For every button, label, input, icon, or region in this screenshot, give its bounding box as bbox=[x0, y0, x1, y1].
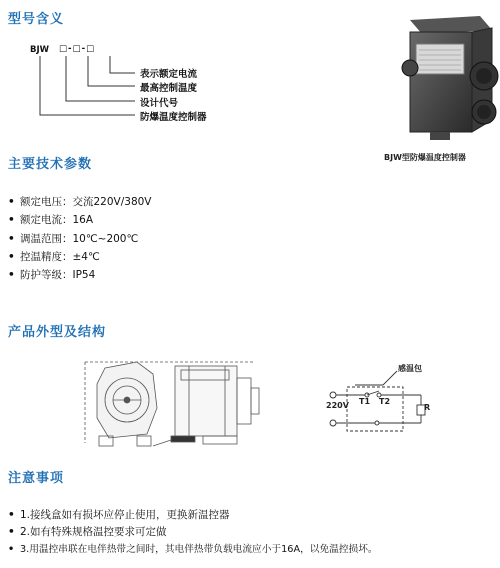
wiring-load-label: R bbox=[424, 403, 431, 412]
bullet-icon: • bbox=[8, 233, 15, 245]
param-item: • 额定电压：交流220V/380V bbox=[8, 196, 152, 208]
section-title-notes: 注意事项 bbox=[8, 471, 65, 486]
param-item: • 额定电流：16A bbox=[8, 214, 94, 226]
model-legend-max-temp: 最高控制温度 bbox=[140, 83, 198, 94]
note-item: • 3.用温控串联在电伴热带之间时，其电伴热带负载电流应小于16A，以免温控损坏。 bbox=[8, 544, 378, 555]
note-item: • 2.如有特殊规格温控要求可定做 bbox=[8, 526, 167, 538]
model-code: □-□-□ bbox=[59, 44, 96, 54]
param-item: • 调温范围：10℃~200℃ bbox=[8, 233, 139, 245]
bullet-icon: • bbox=[8, 251, 15, 263]
product-photo-caption: BJW型防爆温度控制器 bbox=[384, 153, 466, 162]
wiring-t2-label: T2 bbox=[379, 397, 391, 406]
param-item: • 控温精度：±4℃ bbox=[8, 251, 100, 263]
model-legend-rated-current: 表示额定电流 bbox=[140, 69, 198, 80]
note-item: • 1.接线盒如有损坏应停止使用，更换新温控器 bbox=[8, 509, 230, 521]
structure-drawing bbox=[85, 348, 285, 458]
bullet-icon: • bbox=[8, 214, 15, 226]
section-title-main-params: 主要技术参数 bbox=[8, 157, 93, 172]
model-prefix: BJW bbox=[30, 45, 50, 55]
bullet-icon: • bbox=[8, 269, 15, 281]
bullet-icon: • bbox=[8, 196, 15, 208]
bullet-icon: • bbox=[8, 509, 15, 521]
product-photo bbox=[380, 8, 500, 143]
section-title-appearance: 产品外型及结构 bbox=[8, 325, 107, 340]
wiring-sensor-label: 感温包 bbox=[398, 364, 422, 373]
section-title-model-meaning: 型号含义 bbox=[8, 12, 65, 27]
wiring-voltage-label: 220V bbox=[326, 401, 349, 410]
bullet-icon: • bbox=[8, 544, 15, 555]
bullet-icon: • bbox=[8, 526, 15, 538]
param-item: • 防护等级：IP54 bbox=[8, 269, 96, 281]
model-legend-design-code: 设计代号 bbox=[140, 98, 179, 109]
model-legend-product-name: 防爆温度控制器 bbox=[140, 112, 207, 123]
wiring-t1-label: T1 bbox=[359, 397, 371, 406]
